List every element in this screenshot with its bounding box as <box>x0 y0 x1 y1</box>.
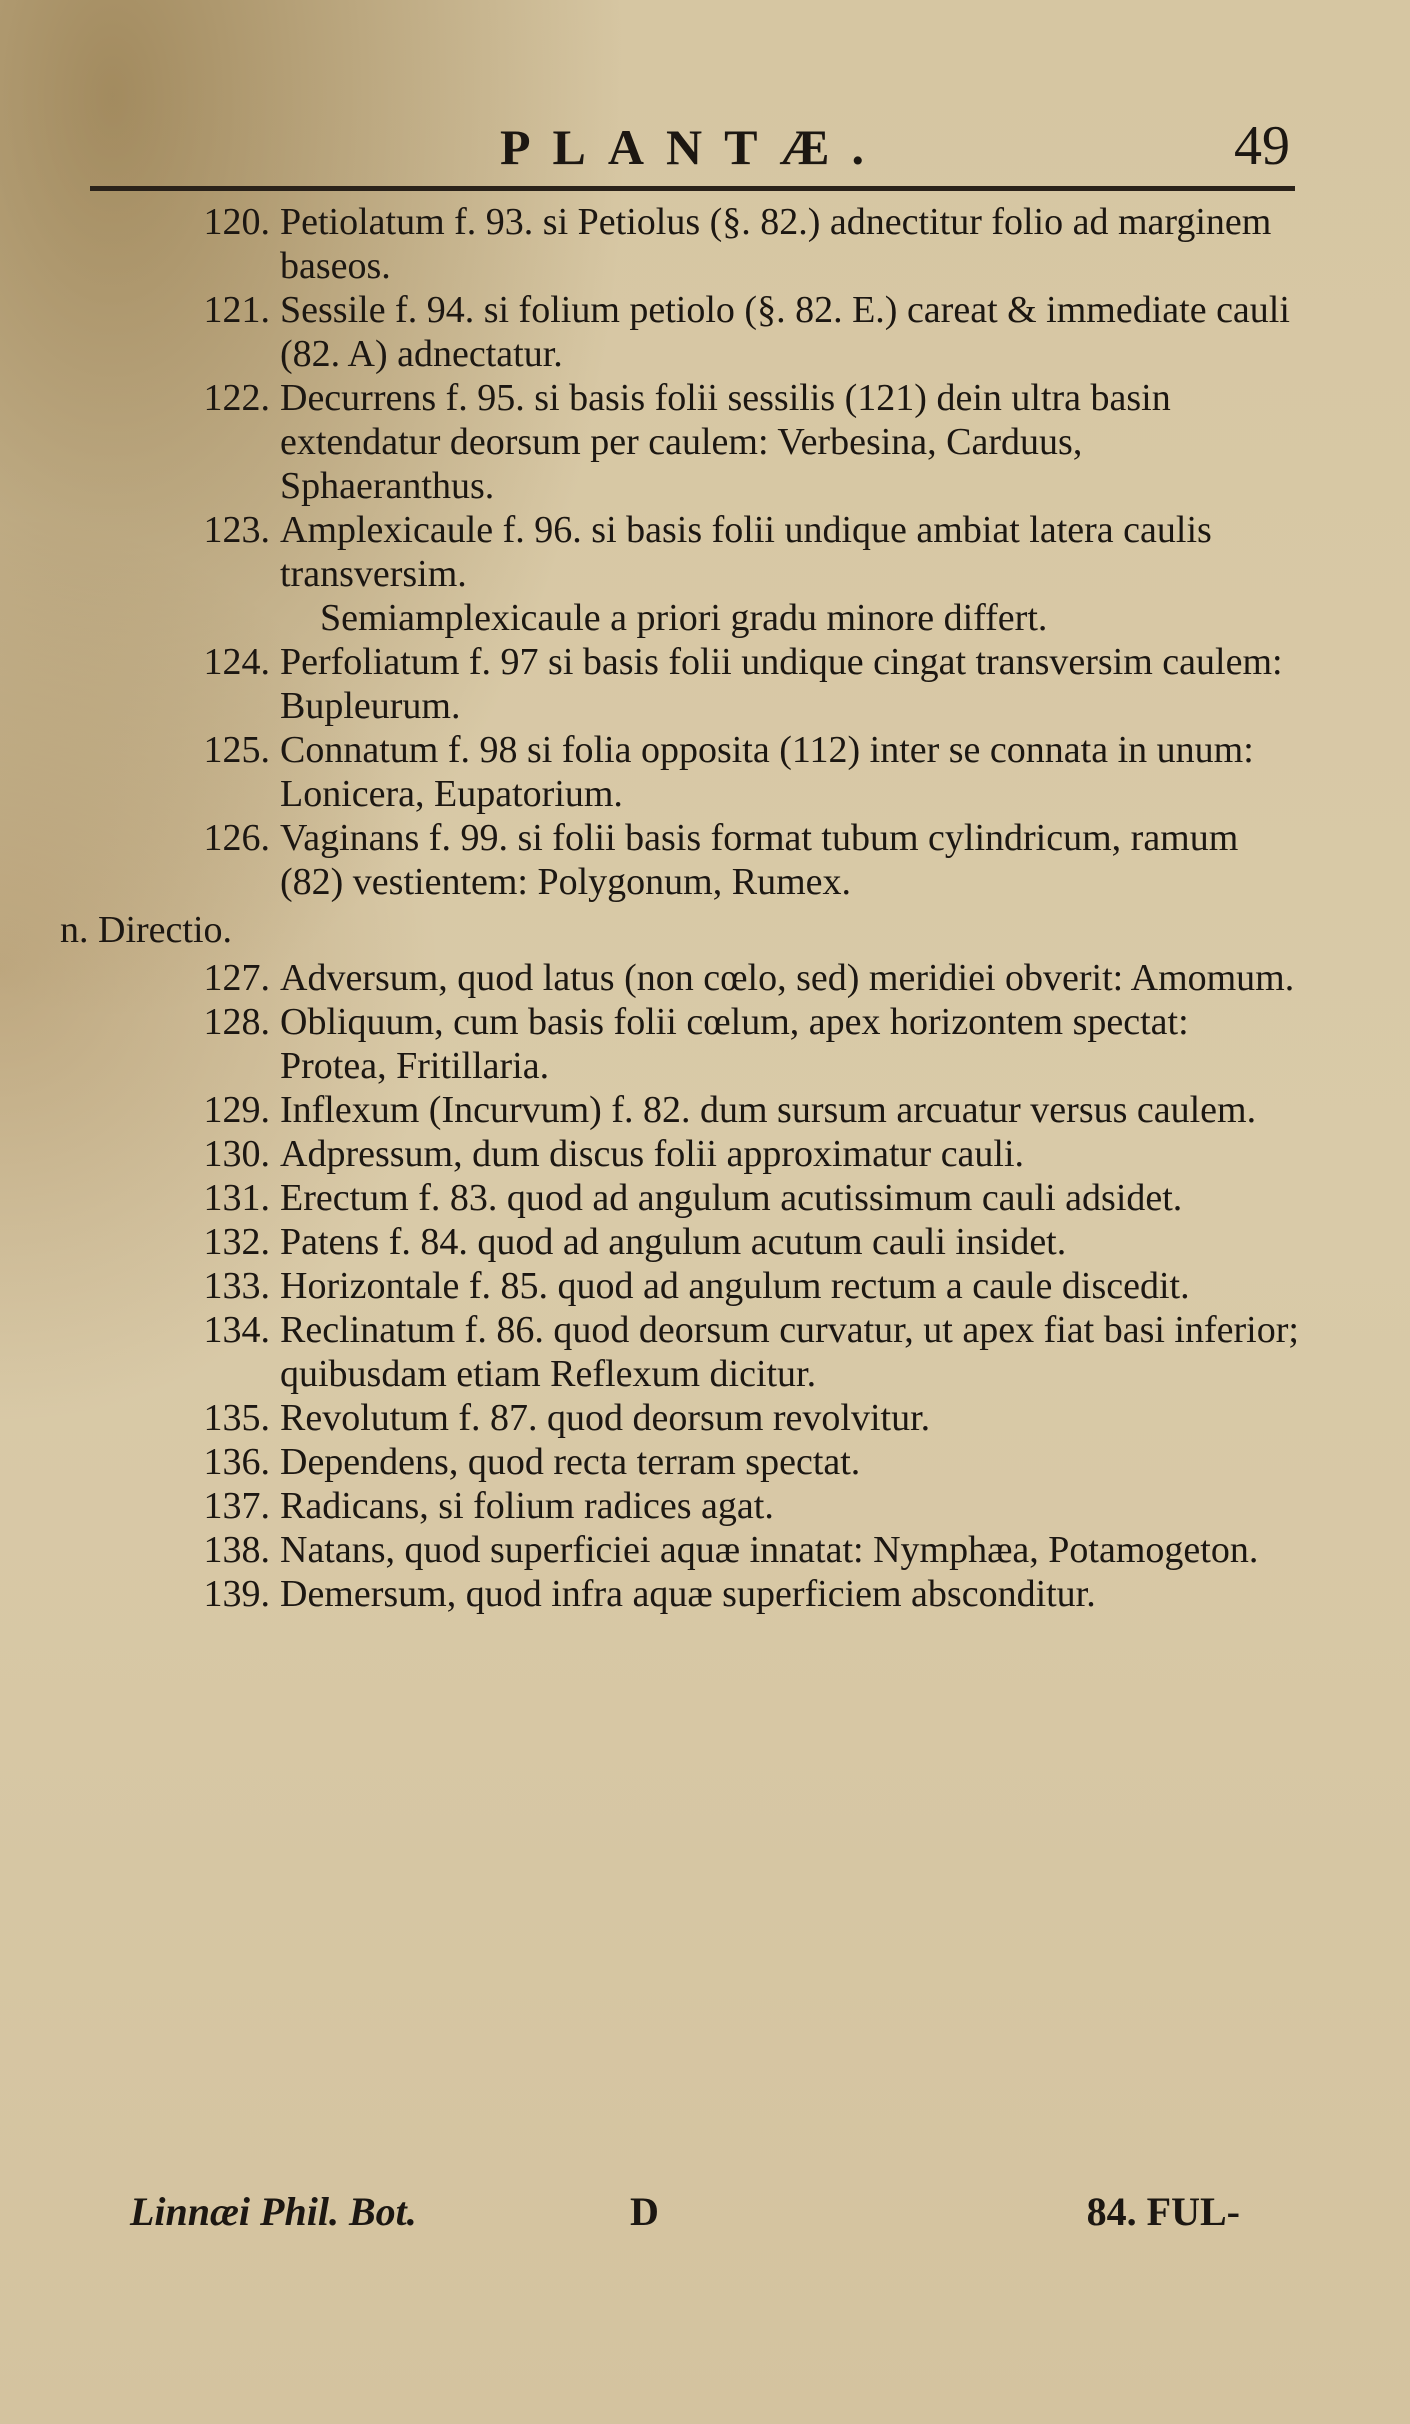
entry-number: 139. <box>203 1573 270 1615</box>
entry-number: 131. <box>203 1177 270 1219</box>
entry <box>160 1264 1300 1308</box>
entry-number: 122. <box>203 377 270 419</box>
entry <box>160 1528 1300 1572</box>
body-text <box>60 200 1300 1616</box>
entry-text: Obliquum, cum basis folii cœlum, apex horizontem spectat: Protea, Fritillaria. <box>280 1001 1189 1087</box>
entry-text: Demersum, quod infra aquæ superficiem absconditur. <box>280 1573 1096 1615</box>
entry <box>160 1176 1300 1220</box>
entry <box>160 640 1300 728</box>
entry-text: Sessile f. 94. si folium petiolo (§. 82. E.) careat & immediate cauli (82. A) adnectatur. <box>280 289 1290 375</box>
entry-number: 127. <box>203 957 270 999</box>
entry-text: Dependens, quod recta terram spectat. <box>280 1441 861 1483</box>
entry-number: 125. <box>203 729 270 771</box>
section-heading: n. Directio. <box>60 909 233 951</box>
entry-text: Reclinatum f. 86. quod deorsum curvatur, ut apex fiat basi inferior; quibusdam etiam Reflexum dicitur. <box>280 1309 1299 1395</box>
entry-number: 126. <box>203 817 270 859</box>
entry-number: 129. <box>203 1089 270 1131</box>
entry-number: 124. <box>203 641 270 683</box>
entry <box>160 1484 1300 1528</box>
entry-number: 121. <box>203 289 270 331</box>
entry <box>160 1000 1300 1088</box>
entries-list-b <box>160 956 1300 1616</box>
entry <box>160 508 1300 640</box>
entry-text: Inflexum (Incurvum) f. 82. dum sursum arcuatur versus caulem. <box>280 1089 1257 1131</box>
entry-text: Petiolatum f. 93. si Petiolus (§. 82.) adnectitur folio ad marginem baseos. <box>280 201 1272 287</box>
entry-number: 130. <box>203 1133 270 1175</box>
entry <box>160 1308 1300 1396</box>
signature-mark: D <box>630 2189 659 2234</box>
entry-number: 133. <box>203 1265 270 1307</box>
entry-note: Semiamplexicaule a priori gradu minore differt. <box>320 597 1048 639</box>
entry-text: Patens f. 84. quod ad angulum acutum cauli insidet. <box>280 1221 1067 1263</box>
entry-number: 128. <box>203 1001 270 1043</box>
entry-number: 135. <box>203 1397 270 1439</box>
catchword: 84. FUL- <box>1086 2189 1240 2234</box>
entry-number: 136. <box>203 1441 270 1483</box>
entry-text: Erectum f. 83. quod ad angulum acutissimum cauli adsidet. <box>280 1177 1183 1219</box>
entry <box>160 200 1300 288</box>
entry <box>160 1440 1300 1484</box>
footer-title: Linnæi Phil. Bot. <box>130 2189 417 2234</box>
entry-number: 120. <box>203 201 270 243</box>
entry-number: 134. <box>203 1309 270 1351</box>
entry-text: Connatum f. 98 si folia opposita (112) inter se connata in unum: Lonicera, Eupatorium. <box>280 729 1254 815</box>
entry-text: Perfoliatum f. 97 si basis folii undique cingat transversim caulem: Bupleurum. <box>280 641 1283 727</box>
entry <box>160 956 1300 1000</box>
running-title: PLANTÆ. <box>500 119 886 175</box>
entry <box>160 1132 1300 1176</box>
entry <box>160 1396 1300 1440</box>
page-footer <box>130 2188 1240 2248</box>
entry-text: Natans, quod superficiei aquæ innatat: Nymphæa, Potamogeton. <box>280 1529 1259 1571</box>
entry <box>160 1220 1300 1264</box>
page-header <box>500 115 1290 188</box>
page-number: 49 <box>1234 115 1290 177</box>
entries-list-a <box>160 200 1300 904</box>
entry-text: Adpressum, dum discus folii approximatur cauli. <box>280 1133 1025 1175</box>
entry-text: Adversum, quod latus (non cœlo, sed) meridiei obverit: Amomum. <box>280 957 1295 999</box>
entry-text: Revolutum f. 87. quod deorsum revolvitur. <box>280 1397 931 1439</box>
entry-text: Amplexicaule f. 96. si basis folii undique ambiat latera caulis transversim. <box>280 509 1212 595</box>
entry <box>160 816 1300 904</box>
entry <box>160 376 1300 508</box>
entry-text: Decurrens f. 95. si basis folii sessilis (121) dein ultra basin extendatur deorsum per caulem: Verbesina, Carduus, Sphaeranthus. <box>280 377 1171 507</box>
entry-number: 123. <box>203 509 270 551</box>
entry-number: 132. <box>203 1221 270 1263</box>
entry-number: 138. <box>203 1529 270 1571</box>
entry-text: Horizontale f. 85. quod ad angulum rectum a caule discedit. <box>280 1265 1190 1307</box>
header-rule <box>90 186 1295 191</box>
entry-number: 137. <box>203 1485 270 1527</box>
entry <box>160 728 1300 816</box>
entry <box>160 288 1300 376</box>
entry <box>160 1572 1300 1616</box>
entry-text: Vaginans f. 99. si folii basis format tubum cylindricum, ramum (82) vestientem: Polygonum, Rumex. <box>280 817 1239 903</box>
entry <box>160 1088 1300 1132</box>
entry-text: Radicans, si folium radices agat. <box>280 1485 774 1527</box>
